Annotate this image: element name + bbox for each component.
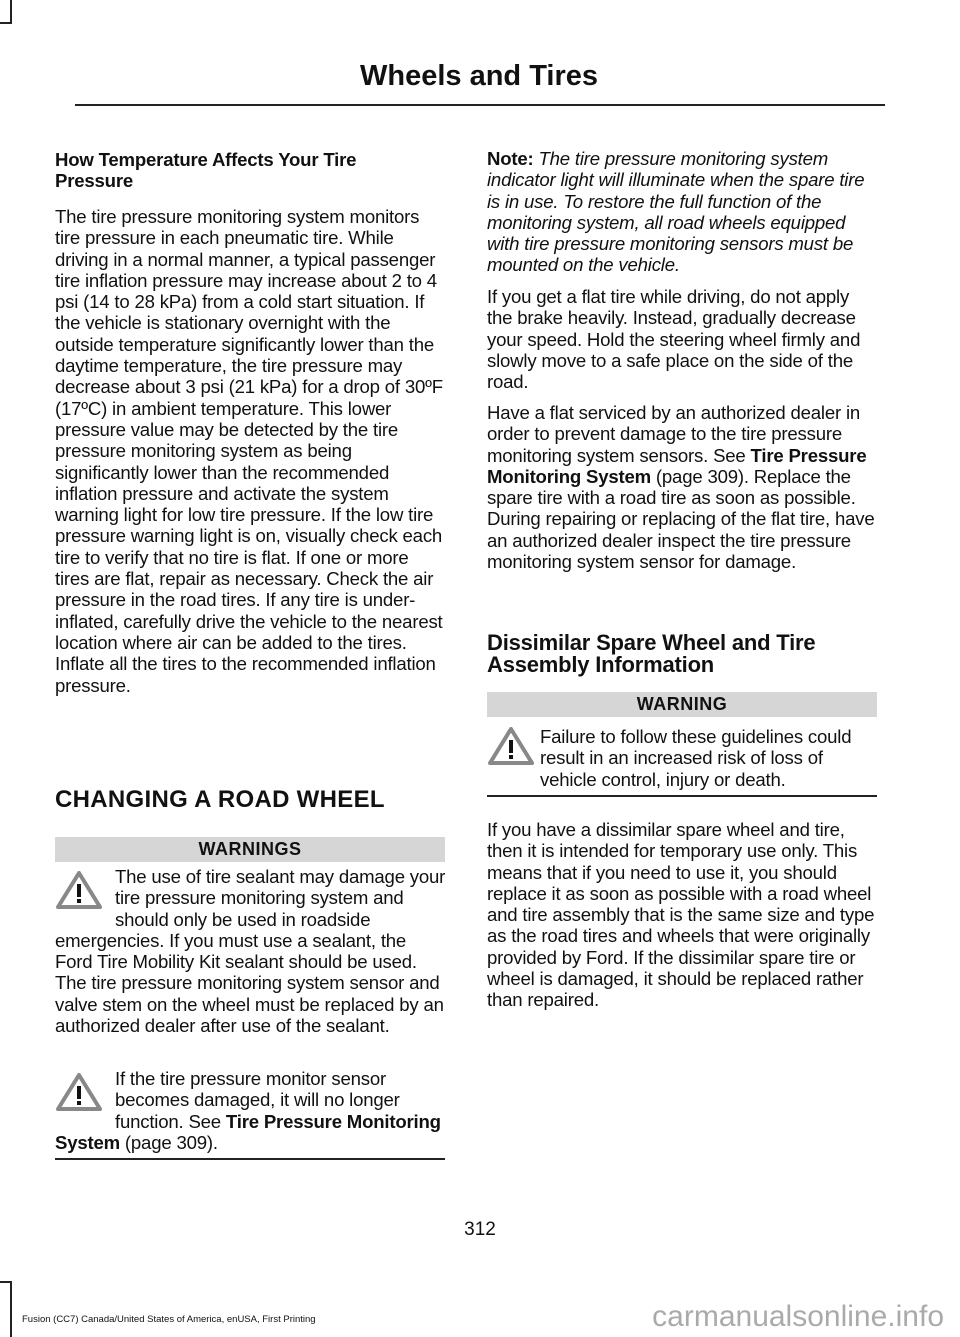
- crop-mark: [10, 1281, 12, 1337]
- warning-bar: WARNING: [487, 692, 877, 717]
- section-heading: CHANGING A ROAD WHEEL: [55, 786, 385, 813]
- temperature-paragraph: The tire pressure monitoring system monitors tire pressure in each pneumatic tire. While driving in a normal manner, a typical passenger tire inflation pressure may increase about 2 to 4 psi (14 to 28 kPa) from a cold start situation. If the vehicle is stationary overnight with the outside temperature significantly lower than the daytime temperature, the tire pressure may decrease about 3 psi (21 kPa) for a drop of 30ºF (17ºC) in ambient temperature. This lower pressure value may be detected by the tire pressure monitoring system as being significantly lower than the recommended inflation pressure and activate the system warning light for low tire pressure. If the low tire pressure warning light is on, visually check each tire to verify that no tire is flat. If one or more tires are flat, repair as necessary. Check the air pressure in the road tires. If any tire is under-inflated, carefully drive the vehicle to the nearest location where air can be added to the tires. Inflate all the tires to the recommended inflation pressure.: [55, 206, 443, 696]
- service-text-end: (page 309). Replace the spare tire with a road tire as soon as possible. During repairing or replacing of the flat tire, have an authorized dealer inspect the tire pressure monitoring system sensor for damage.: [487, 465, 875, 573]
- crop-mark: [0, 22, 12, 24]
- note: [487, 148, 879, 276]
- warning-sealant: [55, 866, 447, 1036]
- warning-control-text: Failure to follow these guidelines could result in an increased risk of loss of vehicle control, injury or death.: [540, 726, 852, 790]
- edition-info: Fusion (CC7) Canada/United States of America, enUSA, First Printing: [22, 1314, 316, 1325]
- flat-tire-paragraph: If you get a flat tire while driving, do not apply the brake heavily. Instead, gradually decrease your speed. Hold the steering wheel firmly and slowly move to a safe place on the side of the road.: [487, 286, 861, 393]
- crop-mark: [10, 0, 12, 24]
- warning-end-rule: [55, 1158, 445, 1160]
- warning-end-rule: [487, 795, 877, 797]
- watermark: carmanualsonline.info: [652, 1300, 944, 1333]
- warning-sensor-text: If the tire pressure monitor sensor becomes damaged, it will no longer function. See: [115, 1068, 400, 1132]
- service-text: Have a flat serviced by an authorized dealer in order to prevent damage to the tire pressure monitoring system sensors. See: [487, 402, 861, 466]
- dissimilar-heading: Dissimilar Spare Wheel and Tire Assembly Information: [487, 630, 816, 677]
- tpms-link[interactable]: Tire Pressure Monitoring System: [487, 444, 867, 487]
- header-rule: [75, 104, 885, 106]
- warnings-bar: WARNINGS: [55, 837, 445, 862]
- tpms-link[interactable]: Tire Pressure Monitoring System: [55, 1110, 441, 1153]
- page-title: Wheels and Tires: [360, 60, 598, 92]
- icon-spacer: [55, 866, 115, 928]
- page-ref: (page 309).: [119, 1131, 218, 1153]
- note-label: Note:: [487, 148, 534, 169]
- temperature-heading: How Temperature Affects Your Tire Pressure: [55, 149, 357, 192]
- icon-spacer: [55, 1068, 115, 1130]
- warning-sensor: [55, 1068, 447, 1153]
- crop-mark: [0, 1281, 12, 1283]
- page-number: 312: [464, 1219, 496, 1240]
- service-paragraph: [487, 402, 879, 572]
- warning-sealant-text: The use of tire sealant may damage your tire pressure monitoring system and should only be used in roadside emergencies. If you must use a sealant, the Ford Tire Mobility Kit sealant should be used. The tire pressure monitoring system sensor and valve stem on the wheel must be replaced by an authorized dealer after use of the sealant.: [55, 866, 446, 1037]
- dissimilar-paragraph: If you have a dissimilar spare wheel and tire, then it is intended for temporary use only. This means that if you need to use it, you should replace it as soon as possible with a road wheel and tire assembly that is the same size and type as the road tires and wheels that were originally provided by Ford. If the dissimilar spare tire or wheel is damaged, it should be replaced rather than repaired.: [487, 819, 875, 1011]
- warning-triangle-icon: [487, 726, 535, 766]
- note-text: The tire pressure monitoring system indicator light will illuminate when the spare tire is in use. To restore the full function of the monitoring system, all road wheels equipped with tire pressure monitoring sensors must be mounted on the vehicle.: [487, 148, 865, 276]
